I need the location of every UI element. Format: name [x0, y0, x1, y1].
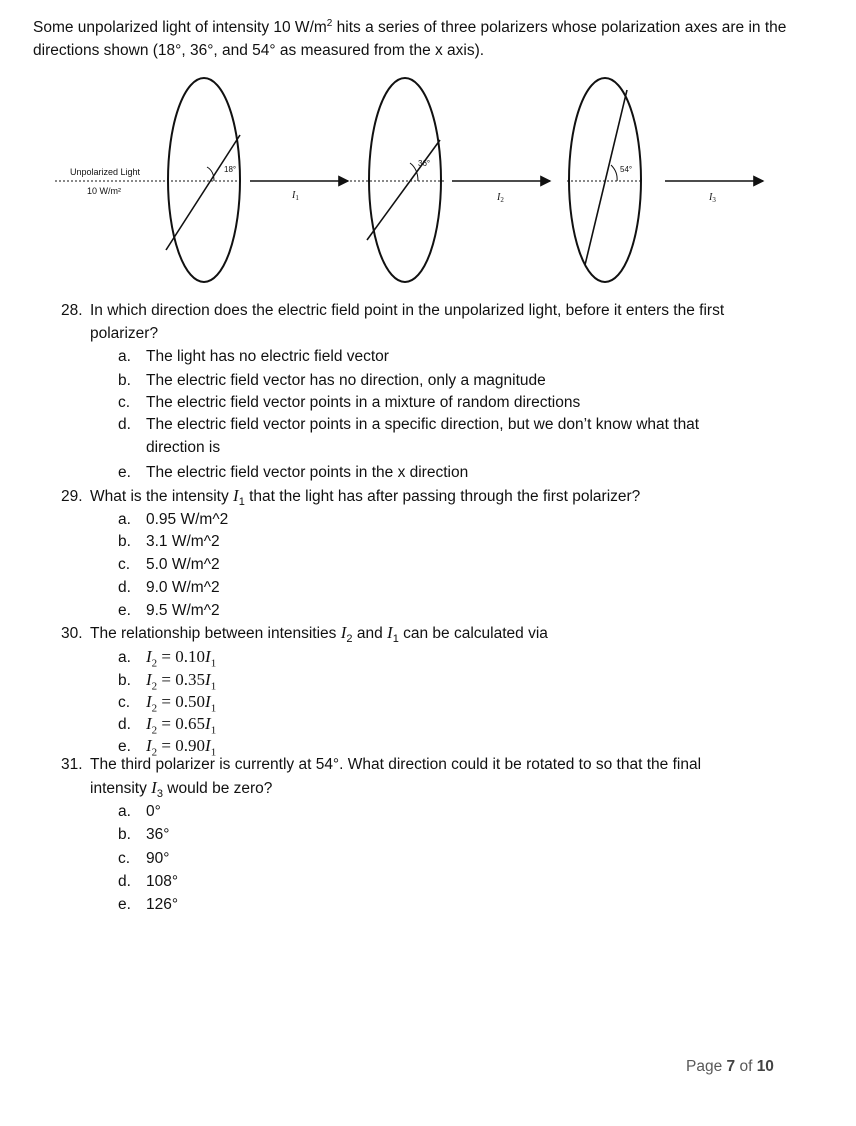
- question-number: 30.: [61, 625, 83, 642]
- intensity-variable: I: [233, 486, 239, 505]
- q30-option-c[interactable]: c. $I_2 = 0.50I_1$: [118, 692, 217, 715]
- intro-text-rest: hits a series of three polarizers whose polarization axes are in the directions shown (18°, 36°, and 54° as measured from the x axis).: [33, 19, 787, 59]
- q29-option-b[interactable]: b. 3.1 W/m^2: [118, 533, 220, 550]
- equation: $I_2 = 0.35I_1$: [146, 670, 217, 693]
- question-29: 29. What is the intensity $I_1$ that the light has after passing through the first polarizer?: [61, 486, 641, 509]
- intensity-label-2: $I_2$: [497, 192, 504, 204]
- angle-label-3: 54°: [620, 165, 633, 174]
- q30-option-b[interactable]: b. $I_2 = 0.35I_1$: [118, 670, 217, 693]
- q29-option-c[interactable]: c. 5.0 W/m^2: [118, 556, 220, 573]
- q31-option-a[interactable]: a. 0°: [118, 803, 161, 820]
- equation: $I_2 = 0.90I_1$: [146, 736, 217, 759]
- intro-superscript: 2: [326, 17, 333, 29]
- q30-option-d[interactable]: d. $I_2 = 0.65I_1$: [118, 714, 217, 737]
- q28-option-a[interactable]: a. The light has no electric field vector: [118, 348, 389, 365]
- q29-option-e[interactable]: e. 9.5 W/m^2: [118, 602, 220, 619]
- equation: $I_2 = 0.65I_1$: [146, 714, 217, 737]
- question-28: [61, 299, 791, 345]
- question-prompt-cont: polarizer?: [90, 325, 159, 342]
- q30-option-e[interactable]: e. $I_2 = 0.90I_1$: [118, 736, 217, 759]
- polarizer-2: [367, 78, 441, 282]
- angle-label-2: 36°: [418, 159, 431, 168]
- q28-option-e[interactable]: e. The electric field vector points in the x direction: [118, 464, 469, 481]
- q31-option-c[interactable]: c. 90°: [118, 850, 170, 867]
- polarizer-1: [166, 78, 240, 282]
- angle-label-1: 18°: [224, 165, 237, 174]
- q28-option-b[interactable]: b. The electric field vector has no direction, only a magnitude: [118, 372, 546, 389]
- q30-option-a[interactable]: a. $I_2 = 0.10I_1$: [118, 647, 217, 670]
- question-30: 30. The relationship between intensities $I_2$ and $I_1$ can be calculated via: [61, 623, 548, 646]
- equation: $I_2 = 0.50I_1$: [146, 692, 217, 715]
- equation: $I_2 = 0.10I_1$: [146, 647, 217, 670]
- polarizer-3: [569, 78, 641, 282]
- source-intensity: 10 W/m²: [86, 186, 122, 196]
- intro-paragraph: [33, 16, 823, 62]
- intro-text: Some unpolarized light of intensity 10 W/m: [33, 19, 327, 36]
- question-number: 29.: [61, 488, 83, 505]
- question-number: 28.: [61, 302, 83, 319]
- q28-option-c[interactable]: c. The electric field vector points in a mixture of random directions: [118, 394, 581, 411]
- q31-option-d[interactable]: d. 108°: [118, 873, 179, 890]
- q29-option-a[interactable]: a. 0.95 W/m^2: [118, 511, 229, 528]
- q29-option-d[interactable]: d. 9.0 W/m^2: [118, 579, 220, 596]
- q31-option-e[interactable]: e. 126°: [118, 896, 179, 913]
- source-label: Unpolarized Light: [69, 167, 141, 177]
- polarizer-diagram: [0, 70, 856, 300]
- question-number: 31.: [61, 756, 83, 773]
- question-prompt: The third polarizer is currently at 54°. What direction could it be rotated to so that the final: [90, 756, 702, 773]
- intensity-label-3: $I_3$: [709, 192, 716, 204]
- intensity-label-1: $I_1$: [292, 190, 299, 202]
- page-number: Page 7 of 10: [686, 1058, 774, 1075]
- question-prompt-cont: intensity $I_3$ would be zero?: [90, 778, 273, 801]
- q28-option-d[interactable]: d. The electric field vector points in a specific direction, but we don’t know what that direction is: [118, 416, 700, 456]
- q31-option-b[interactable]: b. 36°: [118, 826, 170, 843]
- question-prompt: In which direction does the electric field point in the unpolarized light, before it enters the first: [90, 302, 725, 319]
- question-31: [61, 753, 791, 806]
